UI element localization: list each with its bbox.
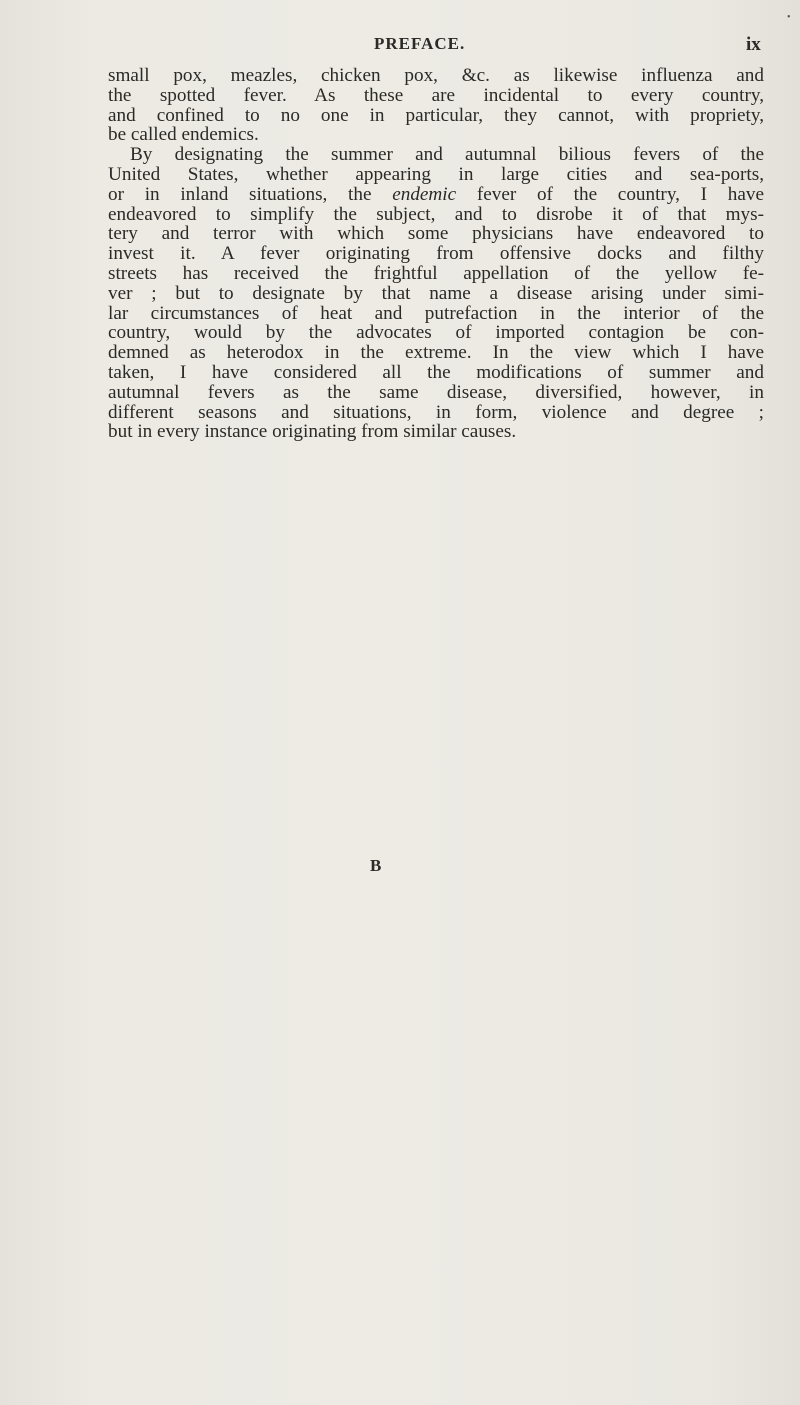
text-line: [108, 86, 764, 106]
text-line-content: the spotted fever. As these are incidental to every country,: [108, 84, 764, 106]
text-line-content: tery and terror with which some physicians have endeavored to: [108, 223, 764, 245]
text-line-content: invest it. A fever originating from offensive docks and filthy: [108, 243, 764, 265]
text-line: [108, 224, 764, 244]
text-line: [108, 244, 764, 264]
emphasis-word: endemic: [392, 183, 457, 205]
text-line-content: United States, whether appearing in large cities and sea-ports,: [108, 163, 764, 185]
corner-dot: •: [787, 12, 791, 23]
text-line-content: demned as heterodox in the extreme. In the view which I have: [108, 342, 764, 364]
text-line: [108, 383, 764, 403]
text-line: [108, 185, 764, 205]
text-line-continuation: fever of the country, I have: [456, 183, 764, 205]
running-head-title: PREFACE.: [374, 34, 466, 53]
signature-mark: B: [370, 856, 382, 875]
text-line: [108, 363, 764, 383]
text-line: [108, 343, 764, 363]
text-line: [108, 165, 764, 185]
body-text: [108, 66, 764, 442]
text-line-content: different seasons and situations, in form, violence and degree ;: [108, 401, 764, 423]
text-line: [108, 403, 764, 423]
text-line-content: small pox, meazles, chicken pox, &c. as likewise influenza and: [108, 65, 764, 86]
text-line: [108, 106, 764, 126]
text-line: [108, 125, 764, 145]
text-line-content: or in inland situations, the: [108, 183, 393, 205]
text-line-content: endeavored to simplify the subject, and to disrobe it of that mys-: [108, 203, 764, 225]
text-line-content: country, would by the advocates of imported contagion be con-: [108, 322, 764, 344]
page-number: ix: [746, 34, 761, 55]
text-line-content: ver ; but to designate by that name a disease arising under simi-: [108, 282, 764, 304]
running-head: [0, 34, 800, 64]
text-line: [108, 284, 764, 304]
text-line-content: and confined to no one in particular, they cannot, with propriety,: [108, 104, 764, 126]
text-line: [108, 66, 764, 86]
text-line-content: but in every instance originating from similar causes.: [108, 421, 517, 443]
text-line: [108, 264, 764, 284]
text-line-content: be called endemics.: [108, 124, 259, 146]
text-line-content: taken, I have considered all the modifications of summer and: [108, 361, 764, 383]
text-line: [108, 205, 764, 225]
text-line-content: streets has received the frightful appellation of the yellow fe-: [108, 262, 764, 284]
text-line-content: By designating the summer and autumnal bilious fevers of the: [130, 144, 764, 166]
text-line: [108, 323, 764, 343]
text-line: [108, 145, 764, 165]
text-line-content: autumnal fevers as the same disease, diversified, however, in: [108, 381, 764, 403]
text-line: [108, 422, 764, 442]
text-line-content: lar circumstances of heat and putrefaction in the interior of the: [108, 302, 764, 324]
text-line: [108, 304, 764, 324]
